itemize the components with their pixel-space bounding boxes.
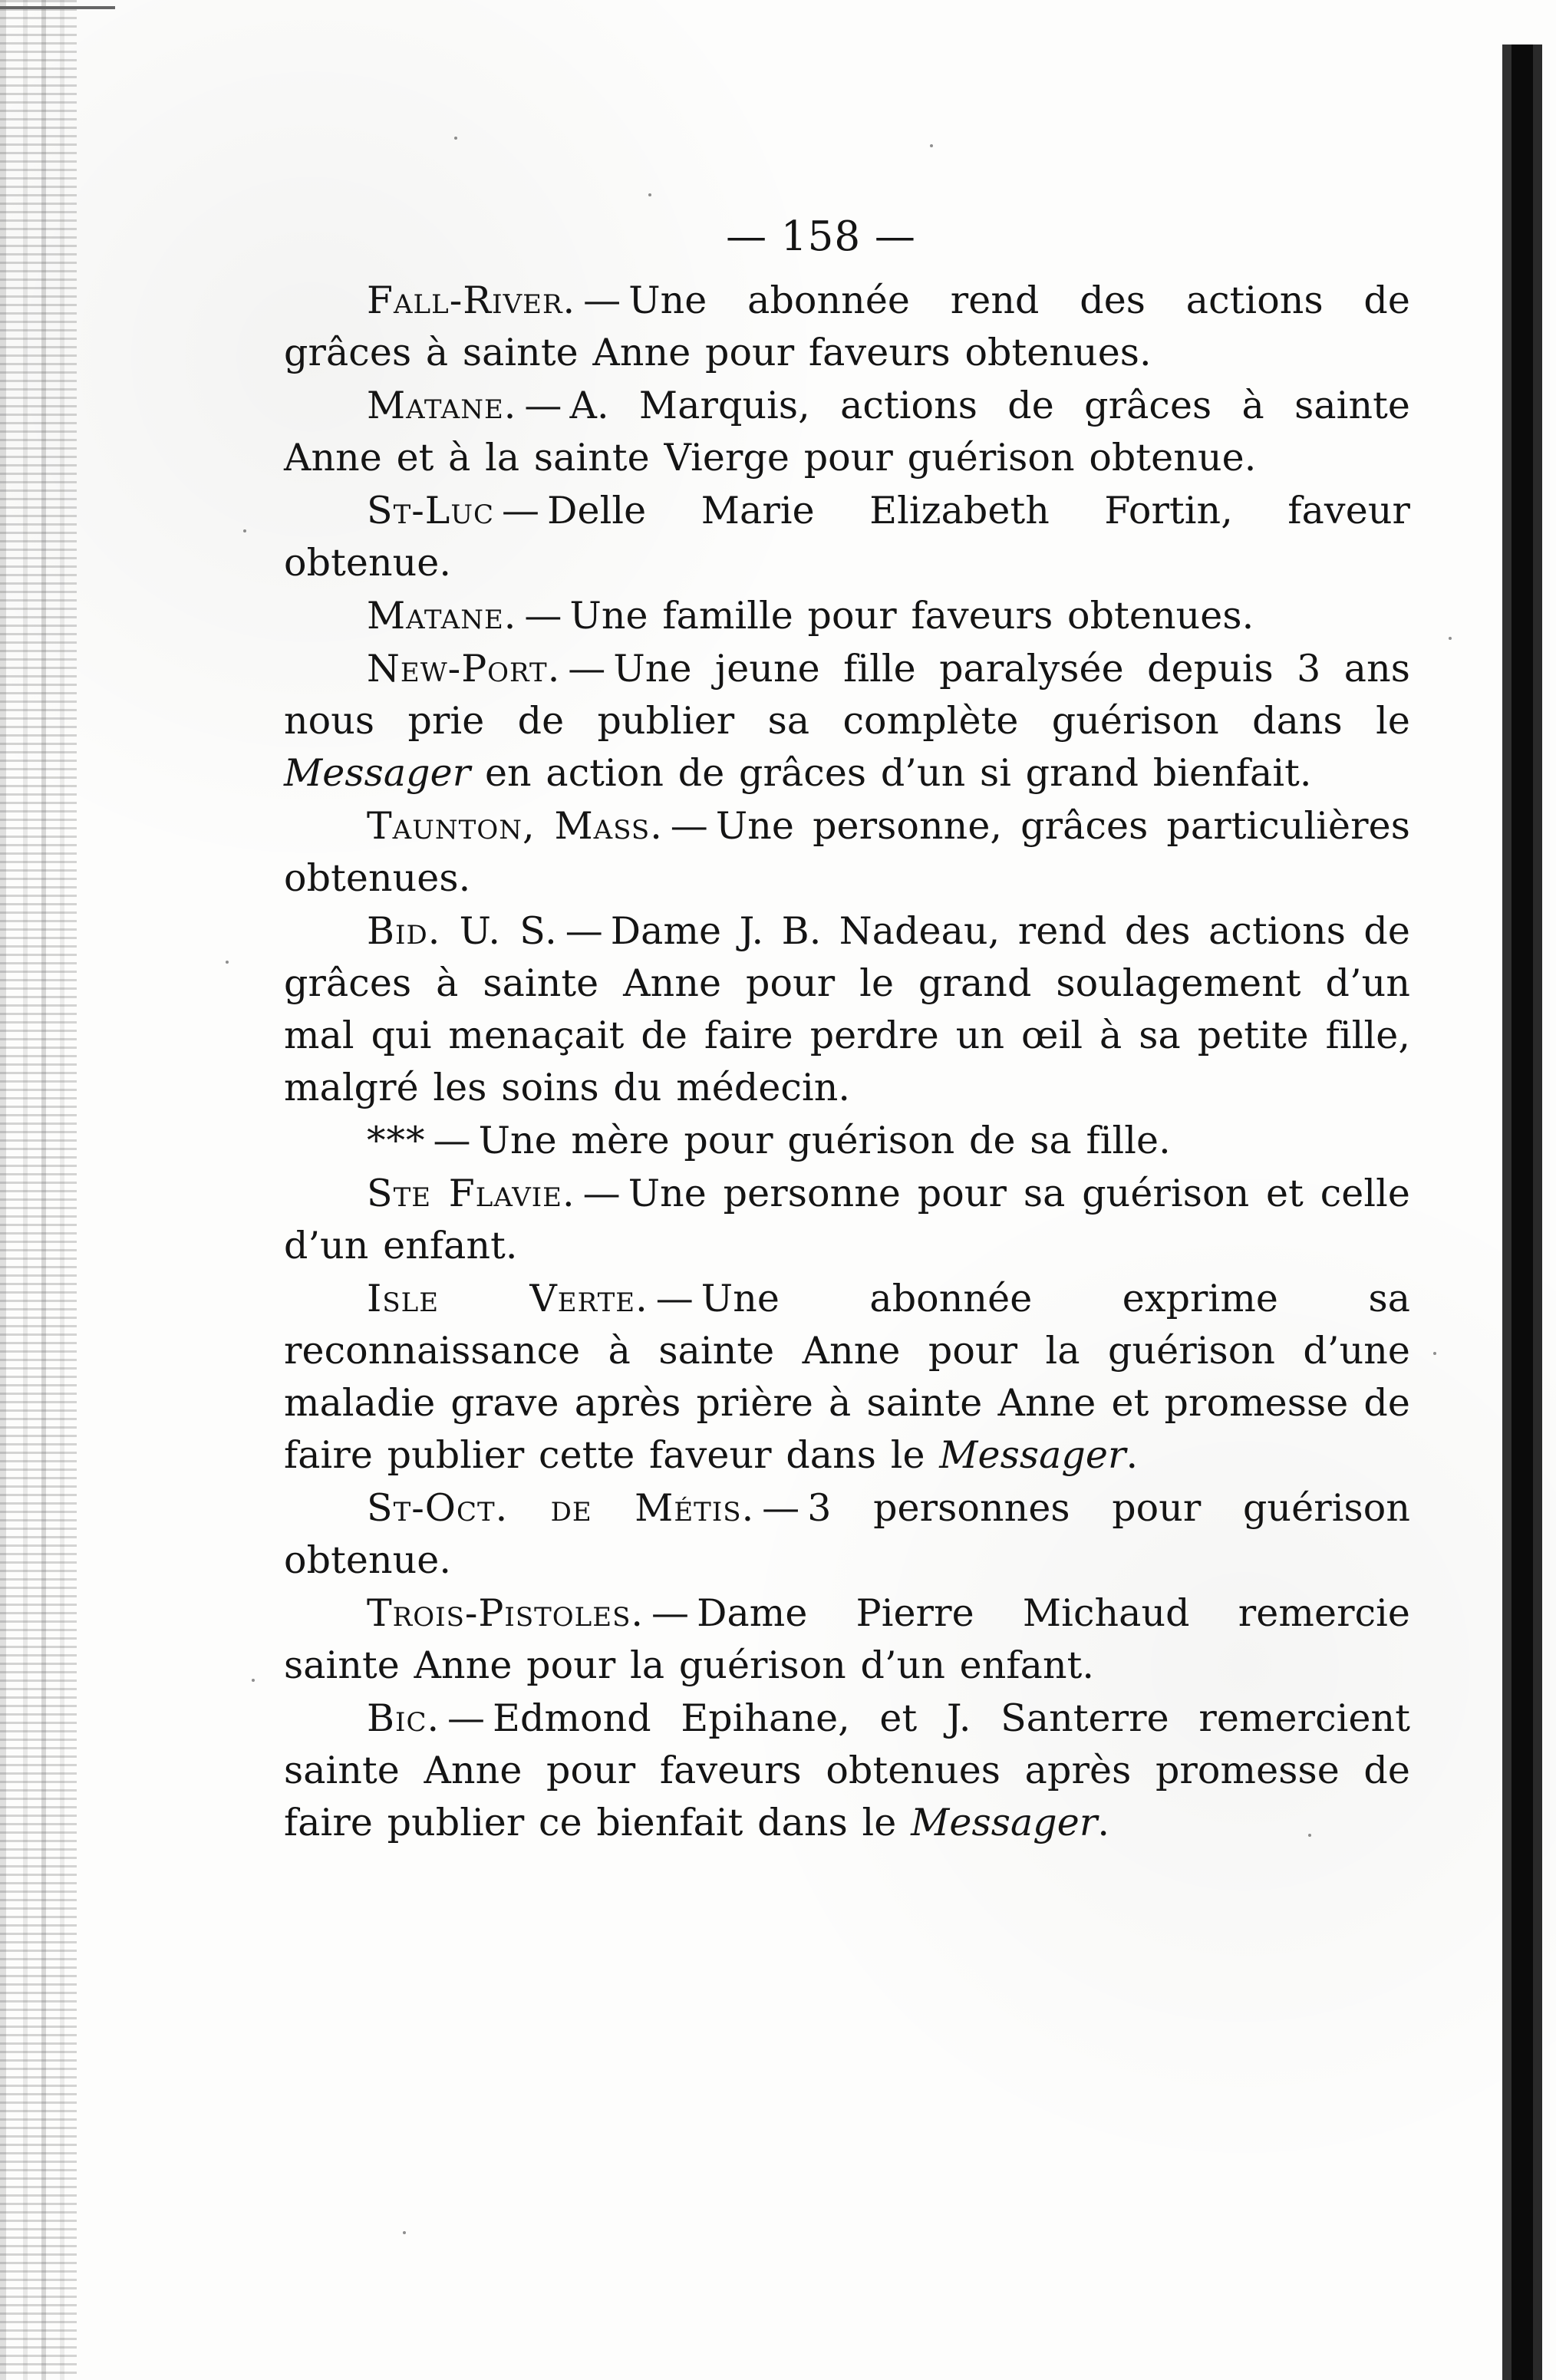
notice-text: Une jeune fille paralysée depuis 3 ans nous prie de publier sa complète guérison dans le — [284, 647, 1410, 743]
place-st-oct-de-metis: St-Oct. de Métis. — [367, 1486, 755, 1530]
scanned-binding-edge — [0, 0, 77, 2380]
notice-st-luc: St-Luc — Delle Marie Elizabeth Fortin, faveur obtenue. — [284, 489, 1410, 585]
messager-title: Messager — [939, 1433, 1126, 1477]
scan-speck — [1308, 1834, 1311, 1837]
thanksgiving-notices — [284, 275, 1410, 1850]
place-matane: Matane. — [367, 384, 517, 427]
notice-ste-flavie: Ste Flavie. — Une personne pour sa guérison et celle d’un enfant. — [284, 1172, 1410, 1267]
scan-speck — [403, 2231, 406, 2234]
notice-st-oct-de-metis: St-Oct. de Métis. — 3 personnes pour guérison obtenue. — [284, 1486, 1410, 1582]
place-matane: Matane. — [367, 594, 517, 638]
notice-text-continuation: en action de grâces d’un si grand bienfait. — [484, 751, 1312, 795]
notice-text: Une personne, grâces particulières obtenues. — [284, 804, 1410, 900]
notice-text: Une personne pour sa guérison et celle d’un enfant. — [284, 1172, 1410, 1267]
notice-trois-pistoles: Trois-Pistoles. — Dame Pierre Michaud remercie sainte Anne pour la guérison d’un enfant. — [284, 1591, 1410, 1687]
place-fall-river: Fall-River. — [367, 279, 576, 322]
page-number: — 158 — — [726, 213, 916, 260]
notice-taunton: Taunton, Mass. — Une personne, grâces particulières obtenues. — [284, 804, 1410, 900]
right-scan-border — [1502, 45, 1542, 2380]
place-trois-pistoles: Trois-Pistoles. — [367, 1591, 644, 1635]
scan-speck — [454, 137, 457, 140]
notice-text: Delle Marie Elizabeth Fortin, faveur obtenue. — [284, 489, 1410, 585]
scan-speck — [252, 1679, 255, 1682]
notice-fall-river: Fall-River. — Une abonnée rend des actions de grâces à sainte Anne pour faveurs obtenues. — [284, 279, 1410, 374]
place-ste-flavie: Ste Flavie. — [367, 1172, 575, 1215]
notice-text: Une abonnée exprime sa reconnaissance à sainte Anne pour la guérison d’une maladie grave après prière à sainte Anne et promesse de faire publier cette faveur dans le — [284, 1277, 1411, 1477]
place-bic: Bic. — [367, 1696, 440, 1740]
notice-text: Une famille pour faveurs obtenues. — [569, 594, 1254, 638]
scan-speck — [226, 961, 229, 964]
notice-text-end: . — [1097, 1801, 1110, 1844]
notice-text-end: . — [1126, 1433, 1139, 1477]
scan-speck — [648, 193, 651, 196]
scan-speck — [243, 529, 246, 532]
scan-speck — [930, 144, 933, 147]
notice-new-port: New-Port. — Une jeune fille paralysée depuis 3 ans nous prie de publier sa complète guérison dans le Messager en action de grâces d’un si grand bienfait. — [284, 647, 1410, 795]
notice-text: 3 personnes pour guérison obtenue. — [284, 1486, 1410, 1582]
messager-title: Messager — [284, 751, 471, 795]
notice-text: Edmond Epihane, et J. Santerre remercient sainte Anne pour faveurs obtenues après promesse de faire publier ce bienfait dans le — [284, 1696, 1410, 1844]
notice-text: Dame J. B. Nadeau, rend des actions de grâces à sainte Anne pour le grand soulagement d’un mal qui menaçait de faire perdre un œil à sa petite fille, malgré les soins du médecin. — [284, 909, 1410, 1109]
notice-text: Une mère pour guérison de sa fille. — [478, 1119, 1171, 1162]
notice-asterisks: *** — Une mère pour guérison de sa fille. — [367, 1119, 1171, 1162]
messager-title: Messager — [911, 1801, 1098, 1844]
place-st-luc: St-Luc — [367, 489, 495, 532]
notice-bid-us: Bid. U. S. — Dame J. B. Nadeau, rend des actions de grâces à sainte Anne pour le grand soulagement d’un mal qui menaçait de faire perdre un œil à sa petite fille, malgré les soins du médecin. — [284, 909, 1410, 1109]
scan-speck — [1433, 1352, 1436, 1355]
place-taunton: Taunton, Mass. — [367, 804, 663, 848]
notice-matane-1: Matane. — A. Marquis, actions de grâces à sainte Anne et à la sainte Vierge pour guérison obtenue. — [284, 384, 1410, 480]
notice-matane-2: Matane. — Une famille pour faveurs obtenues. — [367, 594, 1254, 638]
notice-bic: Bic. — Edmond Epihane, et J. Santerre remercient sainte Anne pour faveurs obtenues après promesse de faire publier ce bienfait dans le Messager. — [284, 1696, 1410, 1844]
notice-isle-verte: Isle Verte. — Une abonnée exprime sa reconnaissance à sainte Anne pour la guérison d’une maladie grave après prière à sainte Anne et promesse de faire publier cette faveur dans le Messager. — [284, 1277, 1411, 1477]
place-new-port: New-Port. — [367, 647, 561, 691]
top-left-scan-mark — [0, 6, 115, 9]
place-isle-verte: Isle Verte. — [367, 1277, 648, 1320]
notice-text: Dame Pierre Michaud remercie sainte Anne pour la guérison d’un enfant. — [284, 1591, 1410, 1687]
place-bid-us: Bid. U. S. — [367, 909, 558, 953]
notice-text: Une abonnée rend des actions de grâces à sainte Anne pour faveurs obtenues. — [284, 279, 1410, 374]
anonymous-marker: *** — [367, 1119, 426, 1162]
scan-speck — [1449, 637, 1452, 640]
notice-text: A. Marquis, actions de grâces à sainte Anne et à la sainte Vierge pour guérison obtenue. — [284, 384, 1410, 480]
